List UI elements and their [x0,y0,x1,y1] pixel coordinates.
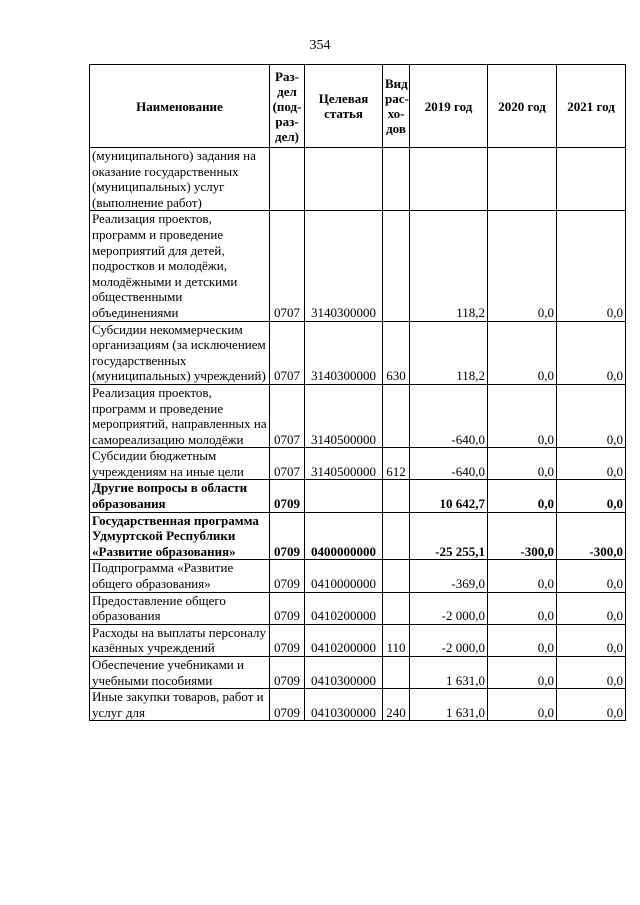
row-exp-type-cell [383,384,410,447]
row-name-cell: Подпрограмма «Развитие общего образования» [90,560,270,592]
table-row [90,480,626,512]
row-2019-cell: -640,0 [410,384,488,447]
row-target-cell: 3140500000 [305,448,383,480]
row-section-cell: 0709 [270,624,305,656]
table-row [90,148,626,211]
row-2020-cell: 0,0 [488,689,557,721]
row-2019-cell: 118,2 [410,321,488,384]
row-section-cell: 0709 [270,512,305,560]
row-name-cell: Субсидии бюджетным учреждениям на иные цели [90,448,270,480]
row-2019-cell: 1 631,0 [410,689,488,721]
row-target-cell: 0410300000 [305,657,383,689]
row-target-cell: 0410300000 [305,689,383,721]
row-2020-cell: 0,0 [488,480,557,512]
header-2021: 2021 год [557,65,626,148]
row-target-cell [305,480,383,512]
row-2019-cell: -2 000,0 [410,624,488,656]
row-name-cell: Расходы на выплаты персоналу казённых учреждений [90,624,270,656]
row-2019-cell: -369,0 [410,560,488,592]
row-name-cell: Обеспечение учебниками и учебными пособиями [90,657,270,689]
row-2020-cell [488,148,557,211]
row-section-cell: 0707 [270,448,305,480]
header-target: Целевая статья [305,65,383,148]
page-number: 354 [309,38,331,53]
row-name-cell: Реализация проектов, программ и проведение мероприятий для детей, подростков и молодёжи, молодёжными и детскими общественными объединениями [90,211,270,321]
row-2019-cell: -25 255,1 [410,512,488,560]
row-name-cell: Государственная программа Удмуртской Республики «Развитие образования» [90,512,270,560]
row-2021-cell: 0,0 [557,448,626,480]
row-2019-cell: 1 631,0 [410,657,488,689]
row-name-cell: Предоставление общего образования [90,592,270,624]
row-exp-type-cell [383,560,410,592]
row-2020-cell: 0,0 [488,560,557,592]
header-exp-type: Вид рас- хо- дов [383,65,410,148]
row-2021-cell: 0,0 [557,560,626,592]
header-name: Наименование [90,65,270,148]
row-name-cell: (муниципального) задания на оказание государственных (муниципальных) услуг (выполнение работ) [90,148,270,211]
row-2021-cell: 0,0 [557,592,626,624]
row-target-cell: 3140300000 [305,321,383,384]
row-2019-cell: -2 000,0 [410,592,488,624]
row-2021-cell: 0,0 [557,689,626,721]
row-2021-cell: 0,0 [557,384,626,447]
table-row [90,624,626,656]
row-2019-cell: -640,0 [410,448,488,480]
row-2020-cell: 0,0 [488,321,557,384]
row-target-cell: 3140300000 [305,211,383,321]
table-row [90,657,626,689]
table-row [90,384,626,447]
row-2021-cell: 0,0 [557,211,626,321]
row-target-cell: 0410000000 [305,560,383,592]
row-2020-cell: 0,0 [488,624,557,656]
row-2020-cell: 0,0 [488,211,557,321]
row-target-cell: 0410200000 [305,592,383,624]
row-target-cell: 0410200000 [305,624,383,656]
row-target-cell: 0400000000 [305,512,383,560]
row-section-cell: 0707 [270,321,305,384]
row-2019-cell: 10 642,7 [410,480,488,512]
header-section: Раз- дел (под- раз- дел) [270,65,305,148]
row-section-cell: 0709 [270,480,305,512]
row-2019-cell [410,148,488,211]
row-2021-cell: 0,0 [557,321,626,384]
table-row [90,211,626,321]
table-row [90,689,626,721]
row-2021-cell: 0,0 [557,624,626,656]
table-row [90,512,626,560]
table-row [90,448,626,480]
row-name-cell: Реализация проектов, программ и проведение мероприятий, направленных на самореализацию молодёжи [90,384,270,447]
table-row [90,560,626,592]
header-2020: 2020 год [488,65,557,148]
row-exp-type-cell: 612 [383,448,410,480]
row-exp-type-cell: 240 [383,689,410,721]
row-section-cell [270,148,305,211]
row-section-cell: 0707 [270,211,305,321]
row-exp-type-cell [383,592,410,624]
row-name-cell: Субсидии некоммерческим организациям (за исключением государственных (муниципальных) учреждений) [90,321,270,384]
row-2021-cell: 0,0 [557,480,626,512]
row-2019-cell: 118,2 [410,211,488,321]
row-section-cell: 0709 [270,560,305,592]
row-section-cell: 0707 [270,384,305,447]
table-header-row [90,65,626,148]
row-2020-cell: 0,0 [488,657,557,689]
row-exp-type-cell [383,148,410,211]
row-target-cell: 3140500000 [305,384,383,447]
row-exp-type-cell [383,480,410,512]
row-section-cell: 0709 [270,689,305,721]
row-2020-cell: 0,0 [488,592,557,624]
row-2020-cell: 0,0 [488,448,557,480]
header-2019: 2019 год [410,65,488,148]
row-target-cell [305,148,383,211]
row-2021-cell: -300,0 [557,512,626,560]
table-row [90,321,626,384]
row-exp-type-cell [383,657,410,689]
row-2021-cell [557,148,626,211]
row-section-cell: 0709 [270,592,305,624]
row-name-cell: Другие вопросы в области образования [90,480,270,512]
row-exp-type-cell [383,211,410,321]
row-2020-cell: 0,0 [488,384,557,447]
row-exp-type-cell: 110 [383,624,410,656]
row-exp-type-cell [383,512,410,560]
budget-table [89,64,626,721]
table-row [90,592,626,624]
row-exp-type-cell: 630 [383,321,410,384]
row-2021-cell: 0,0 [557,657,626,689]
row-name-cell: Иные закупки товаров, работ и услуг для [90,689,270,721]
row-2020-cell: -300,0 [488,512,557,560]
row-section-cell: 0709 [270,657,305,689]
